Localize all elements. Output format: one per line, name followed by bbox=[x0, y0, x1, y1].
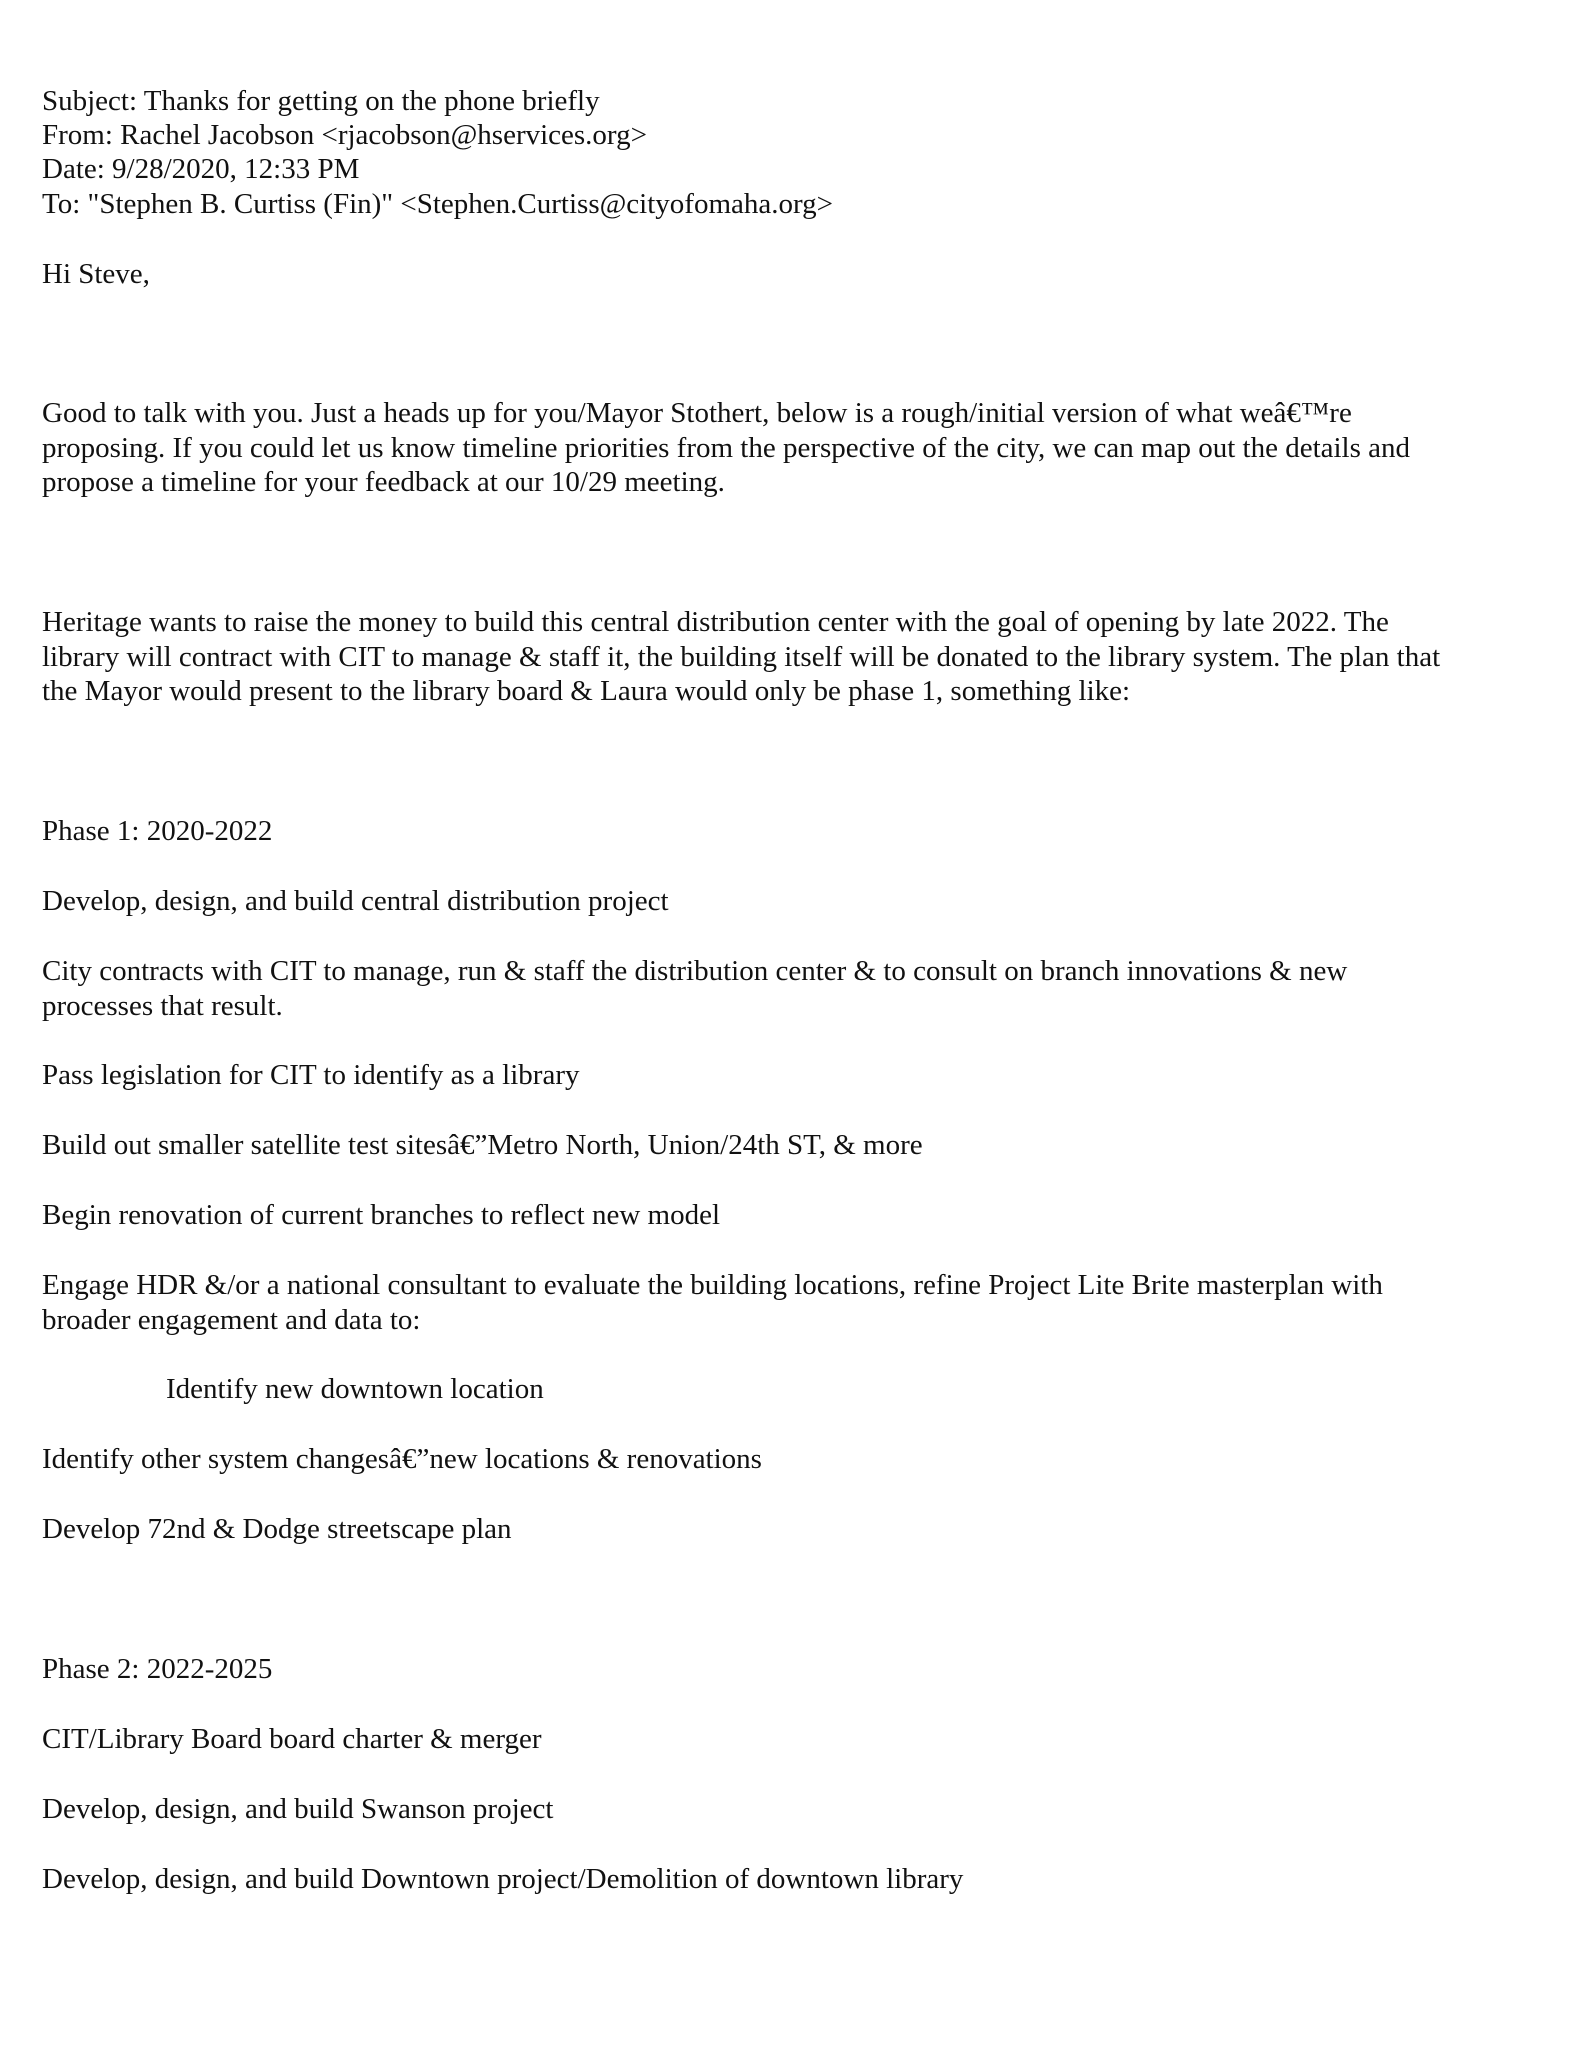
intro-line: propose a timeline for your feedback at our 10/29 meeting. bbox=[42, 466, 725, 498]
heritage-line: the Mayor would present to the library board & Laura would only be phase 1, something like: bbox=[42, 675, 1131, 707]
phase1-item-line: City contracts with CIT to manage, run & staff the distribution center & to consult on branch innovations & new bbox=[42, 955, 1348, 987]
phase1-item: Build out smaller satellite test sitesâ€”Metro North, Union/24th ST, & more bbox=[42, 1129, 923, 1161]
phase1-item: Begin renovation of current branches to reflect new model bbox=[42, 1199, 721, 1231]
phase1-sub-item: Identify new downtown location bbox=[166, 1373, 544, 1405]
phase2-title: Phase 2: 2022-2025 bbox=[42, 1653, 273, 1685]
phase1-item-line: processes that result. bbox=[42, 989, 283, 1022]
email-subject: Subject: Thanks for getting on the phone briefly bbox=[42, 85, 600, 117]
heritage-line: library will contract with CIT to manage & staff it, the building itself will be donated to the library system. The plan that bbox=[42, 640, 1441, 673]
phase1-item-line: Engage HDR &/or a national consultant to evaluate the building locations, refine Project Lite Brite masterplan with bbox=[42, 1269, 1383, 1301]
intro-paragraph bbox=[42, 396, 1552, 500]
phase1-item: Develop 72nd & Dodge streetscape plan bbox=[42, 1513, 512, 1545]
phase1-item bbox=[42, 1268, 1552, 1337]
email-to: To: "Stephen B. Curtiss (Fin)" <Stephen.Curtiss@cityofomaha.org> bbox=[42, 188, 833, 220]
phase1-item: Identify other system changesâ€”new locations & renovations bbox=[42, 1443, 762, 1475]
phase1-item: Pass legislation for CIT to identify as a library bbox=[42, 1059, 580, 1091]
phase2-item: Develop, design, and build Downtown project/Demolition of downtown library bbox=[42, 1863, 964, 1895]
phase1-item: Develop, design, and build central distribution project bbox=[42, 885, 669, 917]
phase1-title: Phase 1: 2020-2022 bbox=[42, 815, 273, 847]
heritage-line: Heritage wants to raise the money to build this central distribution center with the goal of opening by late 2022. The bbox=[42, 606, 1389, 638]
phase2-item: Develop, design, and build Swanson project bbox=[42, 1793, 554, 1825]
intro-line: Good to talk with you. Just a heads up for you/Mayor Stothert, below is a rough/initial version of what weâ€™re bbox=[42, 397, 1352, 429]
intro-line: proposing. If you could let us know timeline priorities from the perspective of the city, we can map out the details and bbox=[42, 431, 1411, 464]
heritage-paragraph bbox=[42, 605, 1552, 709]
email-from: From: Rachel Jacobson <rjacobson@hservices.org> bbox=[42, 119, 647, 151]
phase1-item-line: broader engagement and data to: bbox=[42, 1303, 421, 1336]
email-date: Date: 9/28/2020, 12:33 PM bbox=[42, 153, 360, 185]
phase1-item bbox=[42, 954, 1552, 1023]
phase2-item: CIT/Library Board board charter & merger bbox=[42, 1723, 542, 1755]
greeting: Hi Steve, bbox=[42, 258, 150, 290]
